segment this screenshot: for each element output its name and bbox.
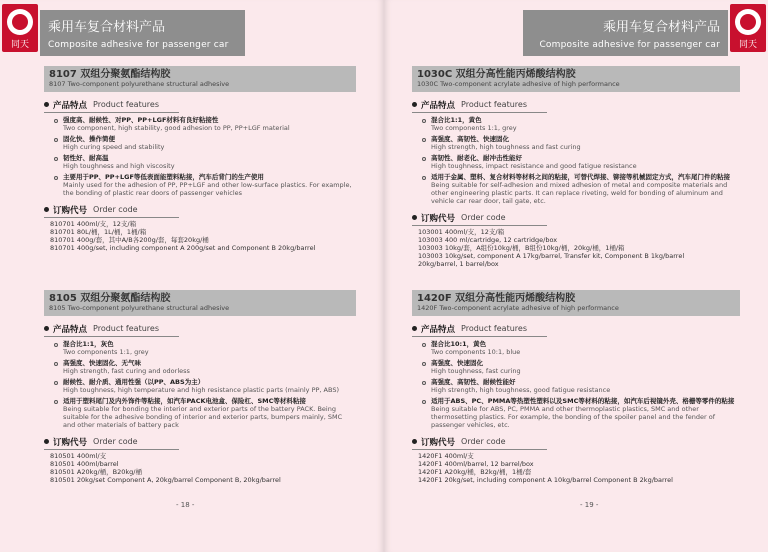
feature-item	[422, 397, 740, 429]
feature-item	[54, 135, 356, 151]
feature-item	[54, 359, 356, 375]
feature-cn: 适用于ABS、PC、PMMA等热塑性塑料以及SMC等材料的粘接，如汽车后视镜外壳、格栅等零件的粘接	[431, 397, 735, 405]
feature-cn: 混合比1:1，灰色	[63, 340, 114, 348]
feature-en: Two components 10:1, blue	[431, 348, 521, 356]
bullet-icon	[412, 102, 417, 107]
product-code: 1420F 双组分高性能丙烯酸结构胶	[417, 293, 576, 304]
heading-rule	[412, 225, 547, 226]
circle-bullet-icon	[422, 138, 426, 142]
heading-rule	[412, 449, 547, 450]
brand-logo	[2, 4, 38, 52]
brand-name: 同天	[10, 40, 29, 50]
product-title-bar	[412, 290, 740, 316]
bullet-icon	[412, 326, 417, 331]
feature-item	[54, 378, 356, 394]
feature-en: High curing speed and stability	[63, 143, 165, 151]
features-heading	[44, 322, 356, 335]
order-code-line: 1420F1 400ml/支	[418, 452, 474, 460]
feature-en: Being suitable for self-adhesion and mixed adhesion of metal and composite materials and other engineering plastic parts. It can replace riveting, weld for bonding of aluminum and vehicle car rear door, tail gate, etc.	[431, 181, 728, 205]
feature-item	[54, 154, 356, 170]
product-code: 8107 双组分聚氨酯结构胶	[49, 69, 171, 80]
feature-item	[422, 173, 740, 205]
feature-cn: 主要用于PP、PP+LGF等低表面能塑料粘接，汽车后背门的生产使用	[63, 173, 264, 181]
feature-item	[422, 135, 740, 151]
page-number: - 19 -	[580, 501, 599, 509]
order-heading-cn: 订购代号	[421, 437, 456, 448]
heading-rule	[44, 112, 179, 113]
feature-item	[54, 116, 356, 132]
product-section	[44, 66, 356, 252]
feature-cn: 高强度、高韧性、耐候性能好	[431, 378, 516, 386]
circle-bullet-icon	[422, 157, 426, 161]
feature-en: High strength, fast curing and odorless	[63, 367, 190, 375]
order-code-line: 810501 A20kg/桶，B20kg/桶	[50, 468, 142, 476]
feature-en: High toughness, fast curing	[431, 367, 521, 375]
order-heading-en: Order code	[93, 437, 138, 446]
order-code-line: 1420F1 A20kg/桶，B2kg/桶，1桶/套	[418, 468, 532, 476]
features-heading	[412, 98, 740, 111]
product-section	[44, 290, 356, 484]
product-title-bar	[44, 290, 356, 316]
bullet-icon	[44, 102, 49, 107]
order-heading	[412, 435, 740, 448]
circle-bullet-icon	[54, 119, 58, 123]
bullet-icon	[44, 326, 49, 331]
feature-item	[422, 340, 740, 356]
logo-emblem-icon	[7, 9, 33, 35]
product-code-en: 1030C Two-component acrylate adhesive of high performance	[417, 80, 620, 88]
order-code-line: 103001 400ml/支，12支/箱	[418, 228, 505, 236]
page-number: - 18 -	[176, 501, 195, 509]
feature-item	[422, 359, 740, 375]
order-code-line: 810701 400ml/支，12支/箱	[50, 220, 137, 228]
feature-item	[54, 397, 356, 429]
order-heading-en: Order code	[461, 437, 506, 446]
brand-logo	[730, 4, 766, 52]
feature-cn: 韧性好、耐高温	[63, 154, 109, 162]
order-code-line: 1420F1 400ml/barrel, 12 barrel/box	[418, 460, 534, 468]
feature-cn: 混合比10:1，黄色	[431, 340, 487, 348]
heading-rule	[412, 336, 547, 337]
feature-item	[54, 173, 356, 197]
feature-en: High strength, high toughness and fast curing	[431, 143, 581, 151]
heading-rule	[44, 449, 179, 450]
features-heading-en: Product features	[93, 100, 159, 109]
features-heading-en: Product features	[461, 100, 527, 109]
order-code-line: 1420F1 20kg/set, including component A 10kg/barrel Component B 2kg/barrel	[418, 476, 673, 484]
feature-en: High toughness, high temperature and high resistance plastic parts (mainly PP, ABS)	[63, 386, 340, 394]
feature-cn: 耐候性、耐介质、通用性强（以PP、ABS为主）	[63, 378, 205, 386]
feature-cn: 高强度、快速固化	[431, 359, 483, 367]
product-title-bar	[412, 66, 740, 92]
features-heading-en: Product features	[461, 324, 527, 333]
feature-cn: 强度高、耐候性、对PP、PP+LGF材料有良好粘接性	[63, 116, 219, 124]
circle-bullet-icon	[422, 119, 426, 123]
order-code-line: 810701 400g/set, including component A 200g/set and Component B 20kg/barrel	[50, 244, 316, 252]
product-section	[412, 66, 740, 268]
logo-emblem-icon	[735, 9, 761, 35]
order-code-line: 810701 80L/桶，1L/桶，1桶/箱	[50, 228, 147, 236]
feature-en: High strength, high toughness, good fatigue resistance	[431, 386, 611, 394]
circle-bullet-icon	[422, 381, 426, 385]
header-title-cn: 乘用车复合材料产品	[48, 20, 166, 35]
product-code-en: 8105 Two-component polyurethane structural adhesive	[49, 304, 230, 312]
order-code-line: 810501 400ml/barrel	[50, 460, 119, 468]
feature-en: Two components 1:1, grey	[431, 124, 517, 132]
circle-bullet-icon	[422, 343, 426, 347]
feature-cn: 高韧性、耐老化、耐冲击性能好	[431, 154, 522, 162]
features-heading-cn: 产品特点	[53, 324, 88, 335]
features-heading	[44, 98, 356, 111]
order-code-line: 20kg/barrel, 1 barrel/box	[418, 260, 499, 268]
circle-bullet-icon	[422, 176, 426, 180]
order-code-line: 103003 400 ml/cartridge, 12 cartridge/box	[418, 236, 558, 244]
features-heading-cn: 产品特点	[53, 100, 88, 111]
feature-item	[422, 378, 740, 394]
feature-en: Being suitable for bonding the interior and exterior parts of the battery PACK. Being suitable for the adhesive bonding of interior and exterior parts, bumpers mainly, SMC and other materials of battery pack	[63, 405, 343, 429]
heading-rule	[44, 336, 179, 337]
order-code-line: 103003 10kg/set, component A 17kg/barrel, Transfer kit, Component B 1kg/barrel	[418, 252, 685, 260]
order-code-line: 810501 400ml/支	[50, 452, 107, 460]
bullet-icon	[44, 439, 49, 444]
order-code-line: 810701 400g/套，其中A/B各200g/套，每套20kg/桶	[50, 236, 209, 244]
circle-bullet-icon	[54, 157, 58, 161]
feature-item	[422, 116, 740, 132]
circle-bullet-icon	[422, 400, 426, 404]
features-heading-cn: 产品特点	[421, 324, 456, 335]
circle-bullet-icon	[54, 176, 58, 180]
feature-en: High toughness and high viscosity	[63, 162, 175, 170]
order-code-line: 810501 20kg/set Component A, 20kg/barrel Component B, 20kg/barrel	[50, 476, 281, 484]
right-page	[384, 0, 768, 552]
order-heading-en: Order code	[461, 213, 506, 222]
heading-rule	[412, 112, 547, 113]
features-heading-cn: 产品特点	[421, 100, 456, 111]
feature-cn: 适用于塑料尾门及内外饰件等粘接，如汽车PACK电池盒、保险杠、SMC等材料粘接	[63, 397, 306, 405]
feature-cn: 高强度、高韧性、快速固化	[431, 135, 509, 143]
header-title-cn: 乘用车复合材料产品	[602, 20, 720, 35]
page-header	[40, 10, 245, 56]
feature-en: High toughness, impact resistance and good fatigue resistance	[431, 162, 637, 170]
product-title-bar	[44, 66, 356, 92]
header-title-en: Composite adhesive for passenger car	[539, 40, 720, 50]
product-code: 8105 双组分聚氨酯结构胶	[49, 293, 171, 304]
brand-name: 同天	[738, 40, 757, 50]
heading-rule	[44, 217, 179, 218]
product-code-en: 8107 Two-component polyurethane structural adhesive	[49, 80, 230, 88]
circle-bullet-icon	[54, 138, 58, 142]
page-header	[523, 10, 728, 56]
feature-en: Being suitable for ABS, PC, PMMA and other thermoplastic plastics, SMC and other thermosetting plastics. For example, the bonding of the spoiler panel and the fender of passenger vehicles, etc.	[431, 405, 715, 429]
product-code: 1030C 双组分高性能丙烯酸结构胶	[417, 69, 576, 80]
features-heading-en: Product features	[93, 324, 159, 333]
header-title-en: Composite adhesive for passenger car	[48, 40, 229, 50]
product-code-en: 1420F Two-component acrylate adhesive of high performance	[417, 304, 619, 312]
features-heading	[412, 322, 740, 335]
feature-cn: 适用于金属、塑料、复合材料等材料之间的粘接，可替代焊接、铆接等机械固定方式，汽车尾门件的粘接	[431, 173, 730, 181]
feature-en: Two component, high stability, good adhesion to PP, PP+LGF material	[63, 124, 290, 132]
order-heading	[44, 203, 356, 216]
order-heading	[412, 211, 740, 224]
circle-bullet-icon	[54, 400, 58, 404]
circle-bullet-icon	[54, 362, 58, 366]
bullet-icon	[412, 215, 417, 220]
order-heading-cn: 订购代号	[53, 437, 88, 448]
feature-item	[54, 340, 356, 356]
feature-en: Two components 1:1, grey	[63, 348, 149, 356]
feature-cn: 固化快、操作简便	[63, 135, 115, 143]
feature-cn: 混合比1:1，黄色	[431, 116, 482, 124]
order-heading	[44, 435, 356, 448]
feature-item	[422, 154, 740, 170]
order-heading-en: Order code	[93, 205, 138, 214]
product-section	[412, 290, 740, 484]
feature-cn: 高强度、快速固化、无气味	[63, 359, 141, 367]
feature-en: Mainly used for the adhesion of PP, PP+LGF and other low-surface plastics. For example, the bonding of plastic rear doors of passenger vehicles	[63, 181, 352, 197]
circle-bullet-icon	[54, 381, 58, 385]
circle-bullet-icon	[54, 343, 58, 347]
order-code-line: 103003 10kg/套，A组份10kg/桶，B组份10kg/桶，20kg/桶，1桶/箱	[418, 244, 625, 252]
bullet-icon	[44, 207, 49, 212]
order-heading-cn: 订购代号	[421, 213, 456, 224]
circle-bullet-icon	[422, 362, 426, 366]
bullet-icon	[412, 439, 417, 444]
order-heading-cn: 订购代号	[53, 205, 88, 216]
